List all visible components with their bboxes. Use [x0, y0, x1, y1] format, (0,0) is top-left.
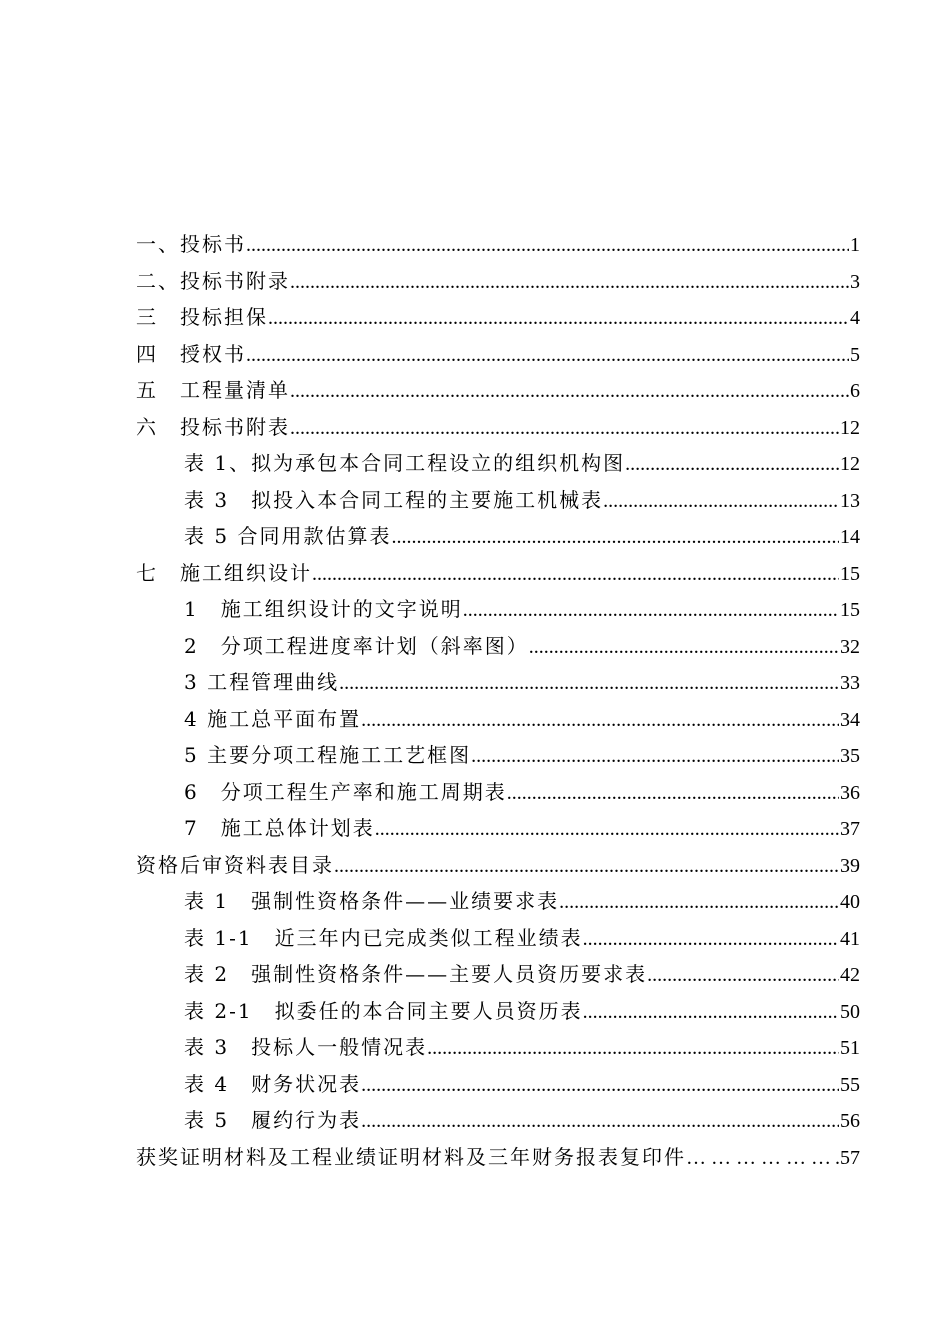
toc-entry-title: 表 4 财务状况表: [184, 1071, 362, 1096]
toc-page-number: 50: [840, 1000, 860, 1023]
toc-entry[interactable]: [136, 847, 860, 884]
toc-dot-leader: [375, 811, 839, 847]
toc-entry-title: 6 分项工程生产率和施工周期表: [184, 779, 507, 804]
toc-entry[interactable]: [136, 956, 860, 993]
toc-entry[interactable]: [136, 518, 860, 555]
toc-entry[interactable]: [136, 993, 860, 1030]
toc-dot-leader: [583, 921, 839, 957]
toc-entry-title: 表 2 强制性资格条件——主要人员资历要求表: [184, 962, 648, 986]
toc-entry-title: 一、投标书: [136, 232, 246, 256]
toc-dot-leader: [603, 483, 839, 519]
toc-entry[interactable]: [136, 409, 860, 446]
toc-dot-leader: [507, 775, 839, 811]
toc-entry-title: 七 施工组织设计: [136, 560, 312, 585]
toc-page-number: 12: [840, 416, 860, 439]
toc-page-number: 15: [840, 562, 860, 585]
toc-entry[interactable]: [136, 1139, 860, 1176]
toc-page-number: 5: [850, 343, 860, 366]
toc-entry-title: 五 工程量清单: [136, 378, 290, 402]
toc-entry-title: 7 施工总体计划表: [184, 816, 375, 840]
toc-entry[interactable]: [136, 263, 860, 300]
toc-entry-title: 表 3 拟投入本合同工程的主要施工机械表: [184, 487, 604, 512]
toc-page-number: 13: [840, 489, 860, 512]
toc-dot-leader: [312, 556, 839, 592]
toc-entry-title: 3 工程管理曲线: [184, 670, 340, 694]
toc-dot-leader: [686, 1140, 834, 1176]
toc-dot-leader: [583, 994, 839, 1030]
toc-page-number: 33: [840, 672, 860, 694]
toc-page-number: 51: [840, 1037, 860, 1059]
toc-dot-leader: [246, 337, 849, 373]
toc-page-number: 40: [840, 891, 860, 913]
toc-entry[interactable]: [136, 664, 860, 701]
toc-entry[interactable]: [136, 883, 860, 920]
toc-page-number: 42: [840, 964, 860, 986]
toc-entry-title: 表 1 强制性资格条件——业绩要求表: [184, 889, 560, 913]
toc-entry-title: 三 投标担保: [136, 305, 268, 329]
toc-page-number: 14: [840, 526, 860, 548]
toc-entry[interactable]: [136, 1066, 860, 1103]
toc-dot-leader: [391, 519, 839, 555]
toc-entry-title: 表 5 合同用款估算表: [184, 524, 392, 548]
toc-dot-leader: [334, 848, 839, 884]
toc-dot-leader: [339, 665, 839, 701]
toc-entry-title: 表 2-1 拟委任的本合同主要人员资历表: [184, 998, 583, 1023]
toc-entry-title: 2 分项工程进度率计划（斜率图）: [184, 633, 529, 658]
toc-entry[interactable]: [136, 372, 860, 409]
toc-entry[interactable]: [136, 555, 860, 592]
toc-entry[interactable]: [136, 299, 860, 336]
toc-dot-leader: [463, 592, 839, 628]
toc-entry-title: 四 授权书: [136, 341, 246, 366]
toc-entry[interactable]: [136, 628, 860, 665]
toc-entry-title: 表 1-1 近三年内已完成类似工程业绩表: [184, 925, 583, 950]
toc-page-number: 37: [840, 818, 860, 840]
toc-entry[interactable]: [136, 774, 860, 811]
toc-dot-leader: [427, 1030, 839, 1066]
toc-dot-leader: [625, 446, 839, 482]
toc-page-number: 6: [850, 380, 860, 402]
toc-page-number: 15: [840, 599, 860, 621]
toc-dot-leader: [361, 1067, 839, 1103]
toc-dot-leader: [529, 629, 839, 665]
toc-page-number: 55: [840, 1073, 860, 1096]
toc-entry-title: 5 主要分项工程施工工艺框图: [184, 743, 472, 767]
toc-entry[interactable]: [136, 737, 860, 774]
toc-entry-title: 获奖证明材料及工程业绩证明材料及三年财务报表复印件: [136, 1144, 686, 1169]
toc-entry[interactable]: [136, 336, 860, 373]
table-of-contents: [136, 226, 860, 1175]
toc-entry-title: 表 5 履约行为表: [184, 1108, 362, 1132]
toc-page-number: 12: [840, 453, 860, 475]
toc-dot-leader: [268, 300, 849, 336]
toc-page-number: 1: [850, 234, 860, 256]
toc-entry-title: 1 施工组织设计的文字说明: [184, 597, 463, 621]
toc-page-number: .57: [835, 1146, 860, 1169]
toc-page-number: 39: [840, 854, 860, 877]
toc-dot-leader: [290, 410, 839, 446]
toc-entry-title: 资格后审资料表目录: [136, 852, 334, 877]
toc-dot-leader: [246, 227, 849, 263]
toc-entry[interactable]: [136, 226, 860, 263]
toc-page-number: 4: [850, 307, 860, 329]
toc-entry[interactable]: [136, 445, 860, 482]
toc-page-number: 35: [840, 745, 860, 767]
toc-entry[interactable]: [136, 482, 860, 519]
toc-entry[interactable]: [136, 920, 860, 957]
toc-entry-title: 表 3 投标人一般情况表: [184, 1035, 428, 1059]
toc-dot-leader: [559, 884, 839, 920]
toc-entry[interactable]: [136, 591, 860, 628]
toc-page-number: 36: [840, 781, 860, 804]
toc-entry[interactable]: [136, 1102, 860, 1139]
toc-entry-title: 六 投标书附表: [136, 414, 290, 439]
toc-dot-leader: [361, 702, 839, 738]
toc-entry-title: 表 1、拟为承包本合同工程设立的组织机构图: [184, 451, 626, 475]
toc-dot-leader: [647, 957, 839, 993]
toc-page-number: 56: [840, 1110, 860, 1132]
toc-dot-leader: [471, 738, 839, 774]
toc-page-number: 41: [840, 927, 860, 950]
toc-dot-leader: [290, 373, 849, 409]
toc-entry[interactable]: [136, 1029, 860, 1066]
toc-dot-leader: [290, 264, 849, 300]
toc-page-number: 32: [840, 635, 860, 658]
toc-entry[interactable]: [136, 810, 860, 847]
toc-page-number: 3: [850, 270, 860, 293]
toc-entry[interactable]: [136, 701, 860, 738]
toc-dot-leader: [361, 1103, 839, 1139]
toc-page-number: 34: [840, 708, 860, 731]
toc-entry-title: 二、投标书附录: [136, 268, 290, 293]
toc-entry-title: 4 施工总平面布置: [184, 706, 362, 731]
